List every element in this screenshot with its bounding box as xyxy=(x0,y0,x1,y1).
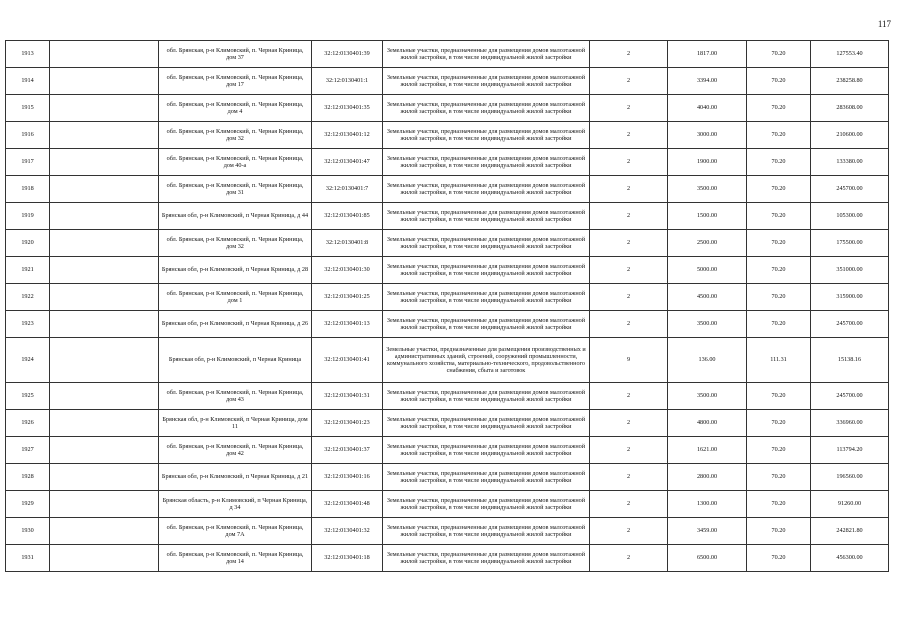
row-number-cell: 1926 xyxy=(6,410,50,437)
cadastral-value-cell: 210600.00 xyxy=(811,122,889,149)
empty-cell xyxy=(50,122,159,149)
area-cell: 3500.00 xyxy=(668,311,747,338)
cadastral-number-cell: 32:12:0130401:16 xyxy=(312,464,383,491)
category-cell: 2 xyxy=(590,230,668,257)
cadastral-number-cell: 32:12:0130401:18 xyxy=(312,545,383,572)
area-cell: 5000.00 xyxy=(668,257,747,284)
area-cell: 4500.00 xyxy=(668,284,747,311)
land-use-cell: Земельные участки, предназначенные для размещения домов малоэтажной жилой застройки, в том числе индивидуальной жилой застройки xyxy=(383,176,590,203)
empty-cell xyxy=(50,437,159,464)
empty-cell xyxy=(50,230,159,257)
land-use-cell: Земельные участки, предназначенные для размещения домов малоэтажной жилой застройки, в том числе индивидуальной жилой застройки xyxy=(383,311,590,338)
category-cell: 2 xyxy=(590,122,668,149)
row-number-cell: 1914 xyxy=(6,68,50,95)
cadastral-value-cell: 127553.40 xyxy=(811,41,889,68)
address-cell: Брянская область, р-н Климовский, п Черная Криница, д 34 xyxy=(159,491,312,518)
area-cell: 4800.00 xyxy=(668,410,747,437)
row-number-cell: 1921 xyxy=(6,257,50,284)
row-number-cell: 1924 xyxy=(6,338,50,383)
address-cell: Брянская обл, р-н Климовский, п Черная Криница, д 44 xyxy=(159,203,312,230)
area-cell: 1900.00 xyxy=(668,149,747,176)
area-cell: 1500.00 xyxy=(668,203,747,230)
area-cell: 3459.00 xyxy=(668,518,747,545)
cadastral-number-cell: 32:12:0130401:12 xyxy=(312,122,383,149)
empty-cell xyxy=(50,203,159,230)
empty-cell xyxy=(50,518,159,545)
table-row xyxy=(6,122,889,149)
specific-value-cell: 70.20 xyxy=(747,41,811,68)
land-use-cell: Земельные участки, предназначенные для размещения домов малоэтажной жилой застройки, в том числе индивидуальной жилой застройки xyxy=(383,149,590,176)
row-number-cell: 1929 xyxy=(6,491,50,518)
category-cell: 2 xyxy=(590,257,668,284)
cadastral-number-cell: 32:12:0130401:7 xyxy=(312,176,383,203)
area-cell: 136.00 xyxy=(668,338,747,383)
land-use-cell: Земельные участки, предназначенные для размещения домов малоэтажной жилой застройки, в том числе индивидуальной жилой застройки xyxy=(383,95,590,122)
category-cell: 9 xyxy=(590,338,668,383)
cadastral-number-cell: 32:12:0130401:25 xyxy=(312,284,383,311)
empty-cell xyxy=(50,41,159,68)
address-cell: обл. Брянская, р-н Климовский, п. Черная Криница, дом 42 xyxy=(159,437,312,464)
cadastral-number-cell: 32:12:0130401:23 xyxy=(312,410,383,437)
category-cell: 2 xyxy=(590,311,668,338)
specific-value-cell: 70.20 xyxy=(747,383,811,410)
table-row xyxy=(6,410,889,437)
cadastral-number-cell: 32:12:0130401:37 xyxy=(312,437,383,464)
cadastral-number-cell: 32:12:0130401:35 xyxy=(312,95,383,122)
specific-value-cell: 70.20 xyxy=(747,545,811,572)
address-cell: обл. Брянская, р-н Климовский, п. Черная Криница, дом 17 xyxy=(159,68,312,95)
area-cell: 3500.00 xyxy=(668,176,747,203)
table-row xyxy=(6,95,889,122)
cadastral-number-cell: 32:12:0130401:32 xyxy=(312,518,383,545)
cadastral-value-cell: 283608.00 xyxy=(811,95,889,122)
table-row xyxy=(6,41,889,68)
cadastral-value-cell: 245700.00 xyxy=(811,311,889,338)
address-cell: обл. Брянская, р-н Климовский, п. Черная Криница, дом 32 xyxy=(159,122,312,149)
category-cell: 2 xyxy=(590,437,668,464)
specific-value-cell: 70.20 xyxy=(747,284,811,311)
empty-cell xyxy=(50,284,159,311)
address-cell: обл. Брянская, р-н Климовский, п. Черная Криница, дом 31 xyxy=(159,176,312,203)
row-number-cell: 1913 xyxy=(6,41,50,68)
category-cell: 2 xyxy=(590,464,668,491)
specific-value-cell: 70.20 xyxy=(747,311,811,338)
address-cell: обл. Брянская, р-н Климовский, п. Черная Криница, дом 1 xyxy=(159,284,312,311)
specific-value-cell: 70.20 xyxy=(747,68,811,95)
cadastral-number-cell: 32:12:0130401:47 xyxy=(312,149,383,176)
table-row xyxy=(6,338,889,383)
land-use-cell: Земельные участки, предназначенные для размещения домов малоэтажной жилой застройки, в том числе индивидуальной жилой застройки xyxy=(383,284,590,311)
table-row xyxy=(6,518,889,545)
table-row xyxy=(6,464,889,491)
cadastral-value-cell: 242821.80 xyxy=(811,518,889,545)
row-number-cell: 1919 xyxy=(6,203,50,230)
cadastral-number-cell: 32:12:0130401:8 xyxy=(312,230,383,257)
cadastral-value-cell: 15138.16 xyxy=(811,338,889,383)
cadastral-value-cell: 133380.00 xyxy=(811,149,889,176)
table-row xyxy=(6,383,889,410)
category-cell: 2 xyxy=(590,284,668,311)
cadastral-number-cell: 32:12:0130401:85 xyxy=(312,203,383,230)
row-number-cell: 1918 xyxy=(6,176,50,203)
specific-value-cell: 70.20 xyxy=(747,464,811,491)
empty-cell xyxy=(50,491,159,518)
table-row xyxy=(6,437,889,464)
land-use-cell: Земельные участки, предназначенные для размещения домов малоэтажной жилой застройки, в том числе индивидуальной жилой застройки xyxy=(383,68,590,95)
row-number-cell: 1916 xyxy=(6,122,50,149)
row-number-cell: 1930 xyxy=(6,518,50,545)
empty-cell xyxy=(50,311,159,338)
category-cell: 2 xyxy=(590,95,668,122)
address-cell: Брянская обл, р-н Климовский, п Черная Криница, д 28 xyxy=(159,257,312,284)
address-cell: Брянская обл, р-н Климовский, п Черная Криница, д 21 xyxy=(159,464,312,491)
table-row xyxy=(6,284,889,311)
empty-cell xyxy=(50,338,159,383)
row-number-cell: 1925 xyxy=(6,383,50,410)
cadastral-number-cell: 32:12:0130401:39 xyxy=(312,41,383,68)
table-row xyxy=(6,68,889,95)
land-use-cell: Земельные участки, предназначенные для размещения домов малоэтажной жилой застройки, в том числе индивидуальной жилой застройки xyxy=(383,41,590,68)
category-cell: 2 xyxy=(590,41,668,68)
cadastral-value-cell: 456300.00 xyxy=(811,545,889,572)
land-use-cell: Земельные участки, предназначенные для размещения домов малоэтажной жилой застройки, в том числе индивидуальной жилой застройки xyxy=(383,545,590,572)
category-cell: 2 xyxy=(590,68,668,95)
row-number-cell: 1923 xyxy=(6,311,50,338)
empty-cell xyxy=(50,95,159,122)
table-row xyxy=(6,149,889,176)
row-number-cell: 1922 xyxy=(6,284,50,311)
row-number-cell: 1920 xyxy=(6,230,50,257)
row-number-cell: 1928 xyxy=(6,464,50,491)
cadastral-number-cell: 32:12:0130401:30 xyxy=(312,257,383,284)
address-cell: обл. Брянская, р-н Климовский, п. Черная Криница, дом 37 xyxy=(159,41,312,68)
table-row xyxy=(6,176,889,203)
category-cell: 2 xyxy=(590,545,668,572)
area-cell: 3500.00 xyxy=(668,383,747,410)
land-use-cell: Земельные участки, предназначенные для размещения домов малоэтажной жилой застройки, в том числе индивидуальной жилой застройки xyxy=(383,383,590,410)
address-cell: обл. Брянская, р-н Климовский, п. Черная Криница, дом 32 xyxy=(159,230,312,257)
cadastral-value-cell: 196560.00 xyxy=(811,464,889,491)
area-cell: 1817.00 xyxy=(668,41,747,68)
address-cell: обл. Брянская, р-н Климовский, п. Черная Криница, дом 4 xyxy=(159,95,312,122)
cadastral-value-cell: 245700.00 xyxy=(811,176,889,203)
category-cell: 2 xyxy=(590,491,668,518)
land-use-cell: Земельные участки, предназначенные для размещения домов малоэтажной жилой застройки, в том числе индивидуальной жилой застройки xyxy=(383,464,590,491)
area-cell: 1621.00 xyxy=(668,437,747,464)
cadastral-value-cell: 245700.00 xyxy=(811,383,889,410)
cadastral-number-cell: 32:12:0130401:41 xyxy=(312,338,383,383)
cadastral-value-cell: 238258.80 xyxy=(811,68,889,95)
row-number-cell: 1915 xyxy=(6,95,50,122)
address-cell: обл. Брянская, р-н Климовский, п. Черная Криница, дом 43 xyxy=(159,383,312,410)
category-cell: 2 xyxy=(590,176,668,203)
row-number-cell: 1917 xyxy=(6,149,50,176)
table-row xyxy=(6,491,889,518)
cadastral-value-cell: 113794.20 xyxy=(811,437,889,464)
table-row xyxy=(6,230,889,257)
land-use-cell: Земельные участки, предназначенные для размещения домов малоэтажной жилой застройки, в том числе индивидуальной жилой застройки xyxy=(383,437,590,464)
category-cell: 2 xyxy=(590,518,668,545)
land-use-cell: Земельные участки, предназначенные для размещения домов малоэтажной жилой застройки, в том числе индивидуальной жилой застройки xyxy=(383,491,590,518)
table-row xyxy=(6,203,889,230)
address-cell: Брянская обл, р-н Климовский, п Черная Криница xyxy=(159,338,312,383)
cadastral-value-cell: 315900.00 xyxy=(811,284,889,311)
category-cell: 2 xyxy=(590,410,668,437)
area-cell: 1300.00 xyxy=(668,491,747,518)
land-use-cell: Земельные участки, предназначенные для размещения домов малоэтажной жилой застройки, в том числе индивидуальной жилой застройки xyxy=(383,203,590,230)
category-cell: 2 xyxy=(590,383,668,410)
table-body xyxy=(6,41,889,572)
empty-cell xyxy=(50,68,159,95)
area-cell: 2500.00 xyxy=(668,230,747,257)
table-row xyxy=(6,545,889,572)
cadastral-number-cell: 32:12:0130401:48 xyxy=(312,491,383,518)
cadastral-number-cell: 32:12:0130401:1 xyxy=(312,68,383,95)
empty-cell xyxy=(50,149,159,176)
land-use-cell: Земельные участки, предназначенные для размещения домов малоэтажной жилой застройки, в том числе индивидуальной жилой застройки xyxy=(383,257,590,284)
specific-value-cell: 70.20 xyxy=(747,518,811,545)
land-use-cell: Земельные участки, предназначенные для размещения производственных и административных зданий, строений, сооружений промышленности, коммунального хозяйства, материально-технического, продовольственного снабжения, сбыта и заготовок xyxy=(383,338,590,383)
specific-value-cell: 70.20 xyxy=(747,176,811,203)
cadastral-value-cell: 351000.00 xyxy=(811,257,889,284)
address-cell: обл. Брянская, р-н Климовский, п. Черная Криница, дом 14 xyxy=(159,545,312,572)
empty-cell xyxy=(50,257,159,284)
empty-cell xyxy=(50,410,159,437)
specific-value-cell: 70.20 xyxy=(747,122,811,149)
specific-value-cell: 70.20 xyxy=(747,230,811,257)
specific-value-cell: 70.20 xyxy=(747,203,811,230)
specific-value-cell: 70.20 xyxy=(747,410,811,437)
cadastral-value-cell: 336960.00 xyxy=(811,410,889,437)
empty-cell xyxy=(50,383,159,410)
cadastral-value-cell: 105300.00 xyxy=(811,203,889,230)
category-cell: 2 xyxy=(590,203,668,230)
specific-value-cell: 70.20 xyxy=(747,491,811,518)
cadastral-value-cell: 175500.00 xyxy=(811,230,889,257)
address-cell: обл. Брянская, р-н Климовский, п. Черная Криница, дом 7А xyxy=(159,518,312,545)
cadastral-value-table xyxy=(5,40,889,572)
cadastral-number-cell: 32:12:0130401:31 xyxy=(312,383,383,410)
land-use-cell: Земельные участки, предназначенные для размещения домов малоэтажной жилой застройки, в том числе индивидуальной жилой застройки xyxy=(383,518,590,545)
address-cell: обл. Брянская, р-н Климовский, п. Черная Криница, дом 40-а xyxy=(159,149,312,176)
land-use-cell: Земельные участки, предназначенные для размещения домов малоэтажной жилой застройки, в том числе индивидуальной жилой застройки xyxy=(383,230,590,257)
address-cell: Брянская обл, р-н Климовский, п Черная Криница, д 26 xyxy=(159,311,312,338)
specific-value-cell: 111.31 xyxy=(747,338,811,383)
cadastral-number-cell: 32:12:0130401:13 xyxy=(312,311,383,338)
area-cell: 6500.00 xyxy=(668,545,747,572)
page-number: 117 xyxy=(877,19,891,29)
specific-value-cell: 70.20 xyxy=(747,95,811,122)
area-cell: 2800.00 xyxy=(668,464,747,491)
area-cell: 4040.00 xyxy=(668,95,747,122)
row-number-cell: 1931 xyxy=(6,545,50,572)
specific-value-cell: 70.20 xyxy=(747,149,811,176)
address-cell: Брянская обл, р-н Климовский, п Черная Криница, дом 11 xyxy=(159,410,312,437)
land-use-cell: Земельные участки, предназначенные для размещения домов малоэтажной жилой застройки, в том числе индивидуальной жилой застройки xyxy=(383,122,590,149)
empty-cell xyxy=(50,545,159,572)
land-use-cell: Земельные участки, предназначенные для размещения домов малоэтажной жилой застройки, в том числе индивидуальной жилой застройки xyxy=(383,410,590,437)
table-row xyxy=(6,311,889,338)
cadastral-value-cell: 91260.00 xyxy=(811,491,889,518)
category-cell: 2 xyxy=(590,149,668,176)
specific-value-cell: 70.20 xyxy=(747,437,811,464)
table-row xyxy=(6,257,889,284)
area-cell: 3394.00 xyxy=(668,68,747,95)
empty-cell xyxy=(50,176,159,203)
row-number-cell: 1927 xyxy=(6,437,50,464)
area-cell: 3000.00 xyxy=(668,122,747,149)
specific-value-cell: 70.20 xyxy=(747,257,811,284)
empty-cell xyxy=(50,464,159,491)
